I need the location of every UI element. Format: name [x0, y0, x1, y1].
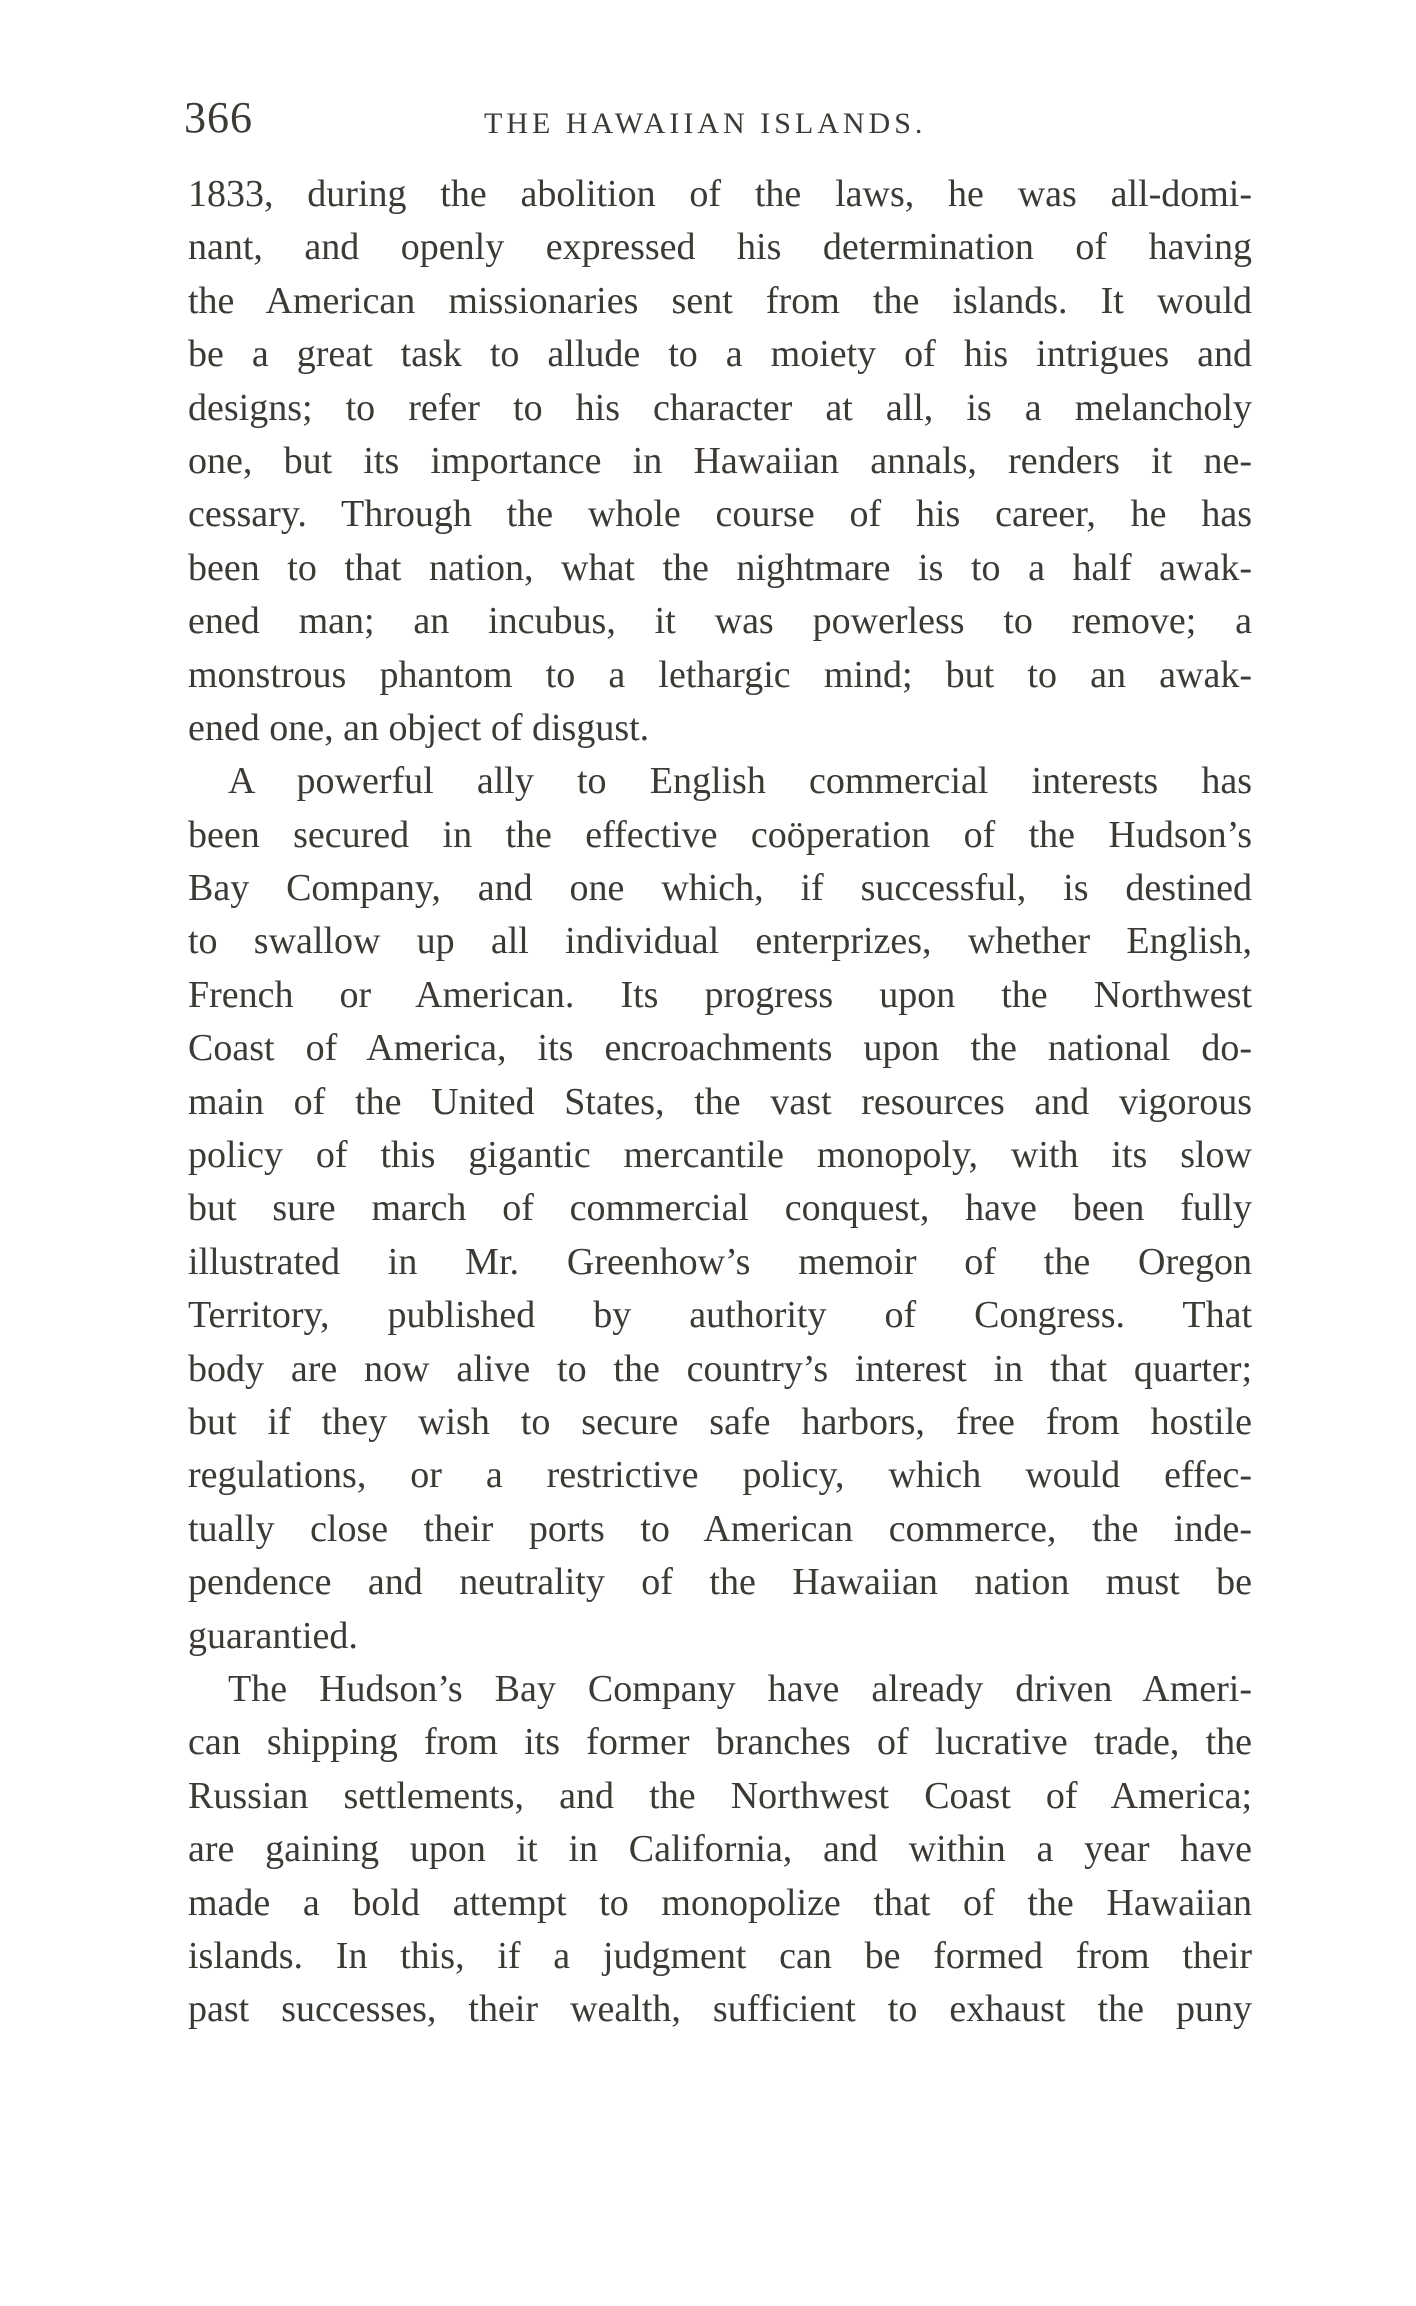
running-head: [184, 88, 1256, 148]
text-line: guarantied.: [188, 1614, 358, 1657]
text-line: been secured in the effective coöperation of the Hudson’s: [188, 813, 1252, 856]
text-line: can shipping from its former branches of lucrative trade, the: [188, 1721, 1252, 1764]
text-line: main of the United States, the vast resources and vigorous: [188, 1080, 1252, 1123]
text-line: 1833, during the abolition of the laws, he was all-domi-: [188, 173, 1252, 215]
text-line: Bay Company, and one which, if successful, is destined: [188, 867, 1252, 910]
text-line: ened man; an incubus, it was powerless to remove; a: [188, 600, 1252, 643]
text-line: made a bold attempt to monopolize that of the Hawaiian: [188, 1881, 1252, 1924]
text-line: but sure march of commercial conquest, have been fully: [188, 1187, 1252, 1230]
text-line: Territory, published by authority of Congress. That: [188, 1294, 1252, 1337]
text-line: the American missionaries sent from the islands. It would: [188, 279, 1252, 322]
text-line: be a great task to allude to a moiety of his intrigues and: [188, 333, 1252, 376]
text-line: A powerful ally to English commercial interests has: [228, 760, 1252, 803]
text-line: one, but its importance in Hawaiian annals, renders it ne-: [188, 439, 1252, 482]
text-line: nant, and openly expressed his determination of having: [188, 226, 1252, 269]
text-line: ened one, an object of disgust.: [188, 706, 650, 749]
text-line: been to that nation, what the nightmare is to a half awak-: [188, 546, 1252, 589]
text-line: are gaining upon it in California, and within a year have: [188, 1828, 1252, 1871]
text-line: islands. In this, if a judgment can be formed from their: [188, 1934, 1252, 1977]
text-line: Russian settlements, and the Northwest Coast of America;: [188, 1774, 1252, 1817]
text-line: policy of this gigantic mercantile monopoly, with its slow: [188, 1134, 1252, 1177]
body-text: [188, 168, 1252, 2037]
page-number: 366: [184, 93, 253, 142]
text-line: cessary. Through the whole course of his career, he has: [188, 493, 1252, 536]
text-line: regulations, or a restrictive policy, which would effec-: [188, 1454, 1252, 1497]
text-line: tually close their ports to American commerce, the inde-: [188, 1507, 1252, 1550]
text-line: body are now alive to the country’s interest in that quarter;: [188, 1347, 1252, 1390]
running-title: THE HAWAIIAN ISLANDS.: [484, 107, 927, 140]
text-line: designs; to refer to his character at all, is a melancholy: [188, 386, 1252, 429]
text-line: illustrated in Mr. Greenhow’s memoir of the Oregon: [188, 1240, 1252, 1283]
text-line: monstrous phantom to a lethargic mind; but to an awak-: [188, 653, 1252, 696]
text-line: French or American. Its progress upon the Northwest: [188, 973, 1252, 1016]
text-line: but if they wish to secure safe harbors, free from hostile: [188, 1400, 1252, 1443]
text-line: The Hudson’s Bay Company have already driven Ameri-: [228, 1667, 1252, 1710]
text-line: pendence and neutrality of the Hawaiian nation must be: [188, 1561, 1252, 1604]
text-line: past successes, their wealth, sufficient to exhaust the puny: [188, 1988, 1252, 2031]
text-line: to swallow up all individual enterprizes, whether English,: [188, 920, 1252, 963]
text-line: Coast of America, its encroachments upon the national do-: [188, 1027, 1252, 1070]
